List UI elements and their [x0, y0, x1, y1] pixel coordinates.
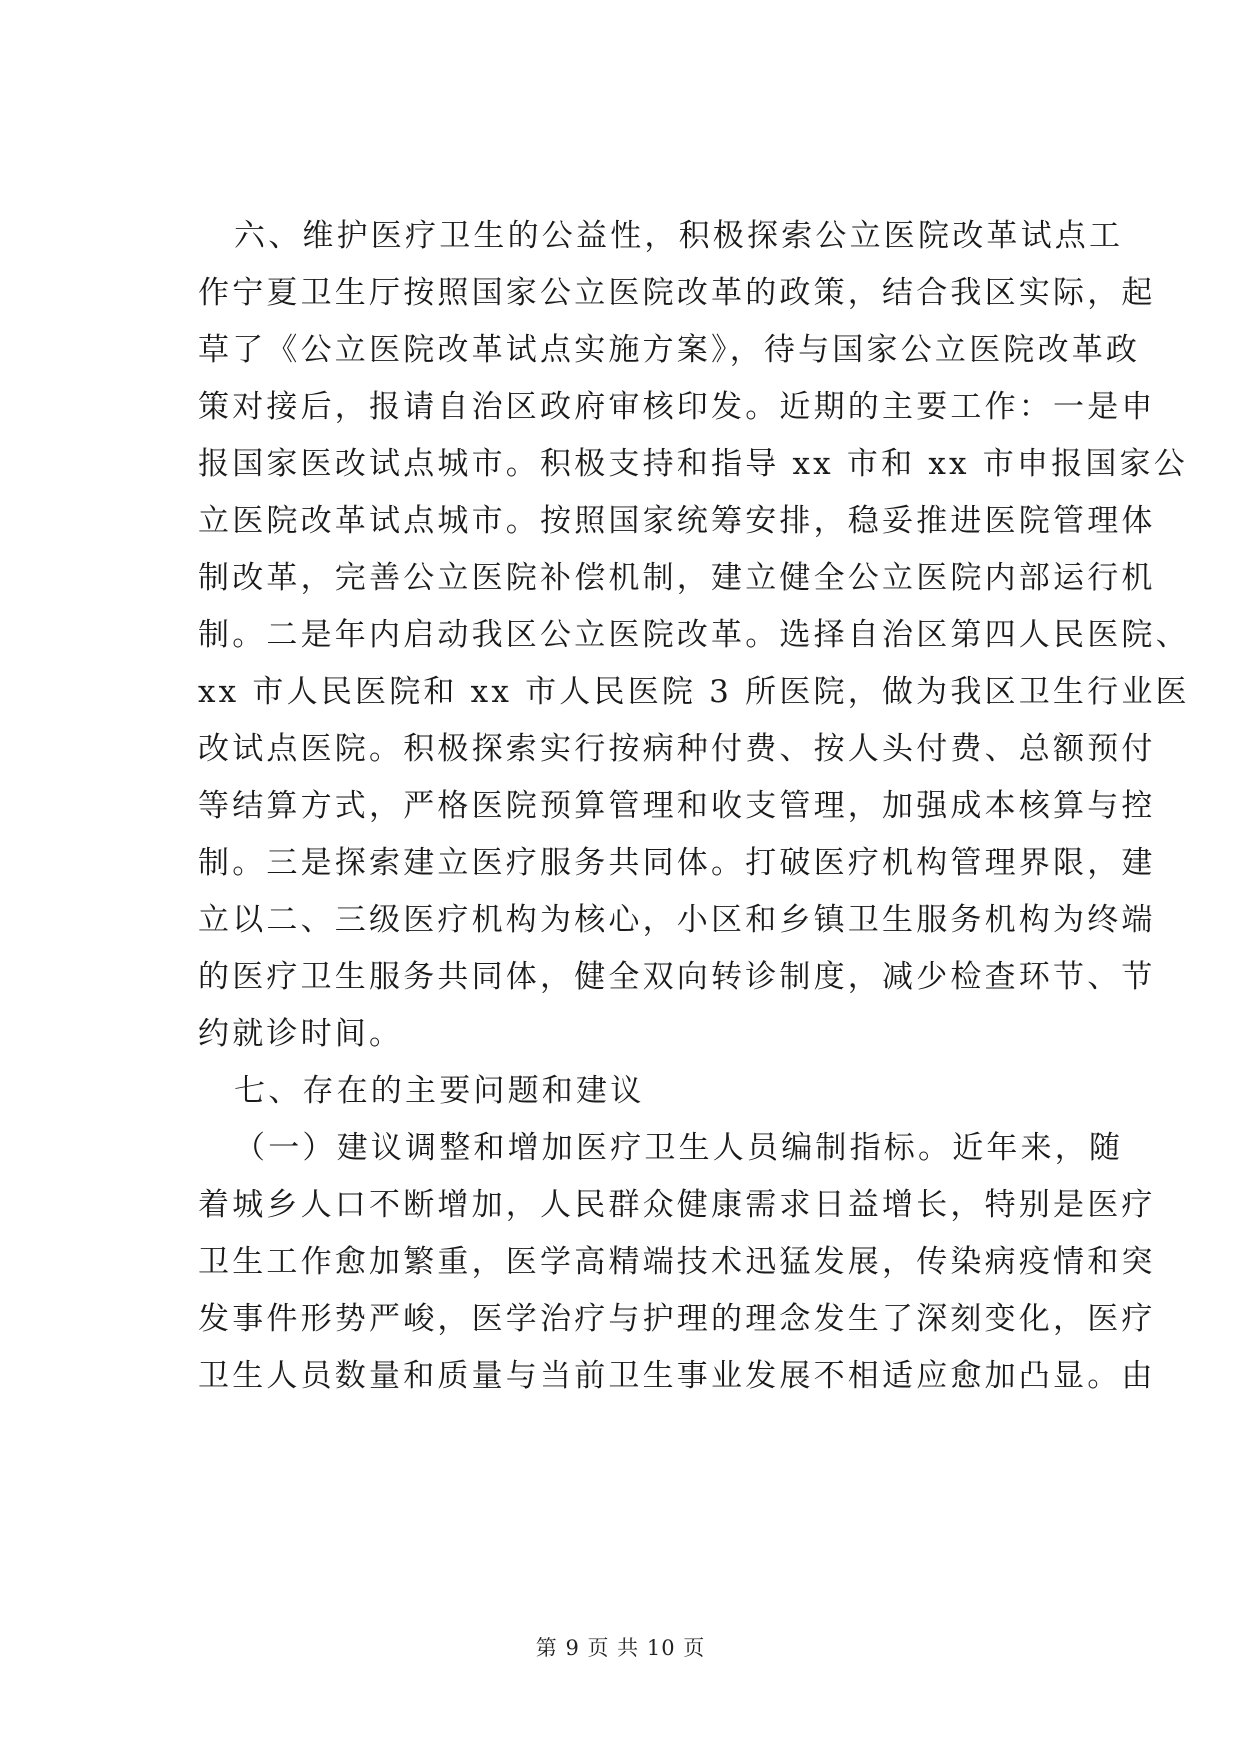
paragraph-6-line-13: 立以二、三级医疗机构为核心，小区和乡镇卫生服务机构为终端 — [198, 902, 1156, 938]
paragraph-7-1-line-1: （一）建议调整和增加医疗卫生人员编制指标。近年来，随 — [234, 1130, 1124, 1166]
paragraph-6-line-8: 制。二是年内启动我区公立医院改革。选择自治区第四人民医院、 — [198, 617, 1190, 653]
paragraph-6-line-12: 制。三是探索建立医疗服务共同体。打破医疗机构管理界限，建 — [198, 845, 1156, 881]
paragraph-6-line-14: 的医疗卫生服务共同体，健全双向转诊制度，减少检查环节、节 — [198, 959, 1156, 995]
paragraph-7-1-line-2: 着城乡人口不断增加，人民群众健康需求日益增长，特别是医疗 — [198, 1187, 1156, 1223]
page-number-footer: 第 9 页 共 10 页 — [535, 1636, 706, 1660]
section-heading-7: 七、存在的主要问题和建议 — [234, 1073, 645, 1109]
paragraph-6-line-1: 六、维护医疗卫生的公益性，积极探索公立医院改革试点工 — [234, 218, 1124, 254]
paragraph-7-1-line-4: 发事件形势严峻，医学治疗与护理的理念发生了深刻变化，医疗 — [198, 1301, 1156, 1337]
paragraph-7-1-line-5: 卫生人员数量和质量与当前卫生事业发展不相适应愈加凸显。由 — [198, 1358, 1156, 1394]
paragraph-6-line-4: 策对接后，报请自治区政府审核印发。近期的主要工作：一是申 — [198, 389, 1156, 425]
paragraph-6-line-10: 改试点医院。积极探索实行按病种付费、按人头付费、总额预付 — [198, 731, 1156, 767]
paragraph-6-line-9: xx 市人民医院和 xx 市人民医院 3 所医院，做为我区卫生行业医 — [198, 674, 1190, 710]
paragraph-6-line-5: 报国家医改试点城市。积极支持和指导 xx 市和 xx 市申报国家公 — [198, 446, 1188, 482]
paragraph-7-1-line-3: 卫生工作愈加繁重，医学高精端技术迅猛发展，传染病疫情和突 — [198, 1244, 1156, 1280]
paragraph-6-line-6: 立医院改革试点城市。按照国家统筹安排，稳妥推进医院管理体 — [198, 503, 1156, 539]
paragraph-6-line-2: 作宁夏卫生厅按照国家公立医院改革的政策，结合我区实际，起 — [198, 275, 1156, 311]
paragraph-6-line-3: 草了《公立医院改革试点实施方案》，待与国家公立医院改革政 — [198, 332, 1141, 368]
paragraph-6-line-15: 约就诊时间。 — [198, 1016, 404, 1052]
paragraph-6-line-7: 制改革，完善公立医院补偿机制，建立健全公立医院内部运行机 — [198, 560, 1156, 596]
paragraph-6-line-11: 等结算方式，严格医院预算管理和收支管理，加强成本核算与控 — [198, 788, 1156, 824]
